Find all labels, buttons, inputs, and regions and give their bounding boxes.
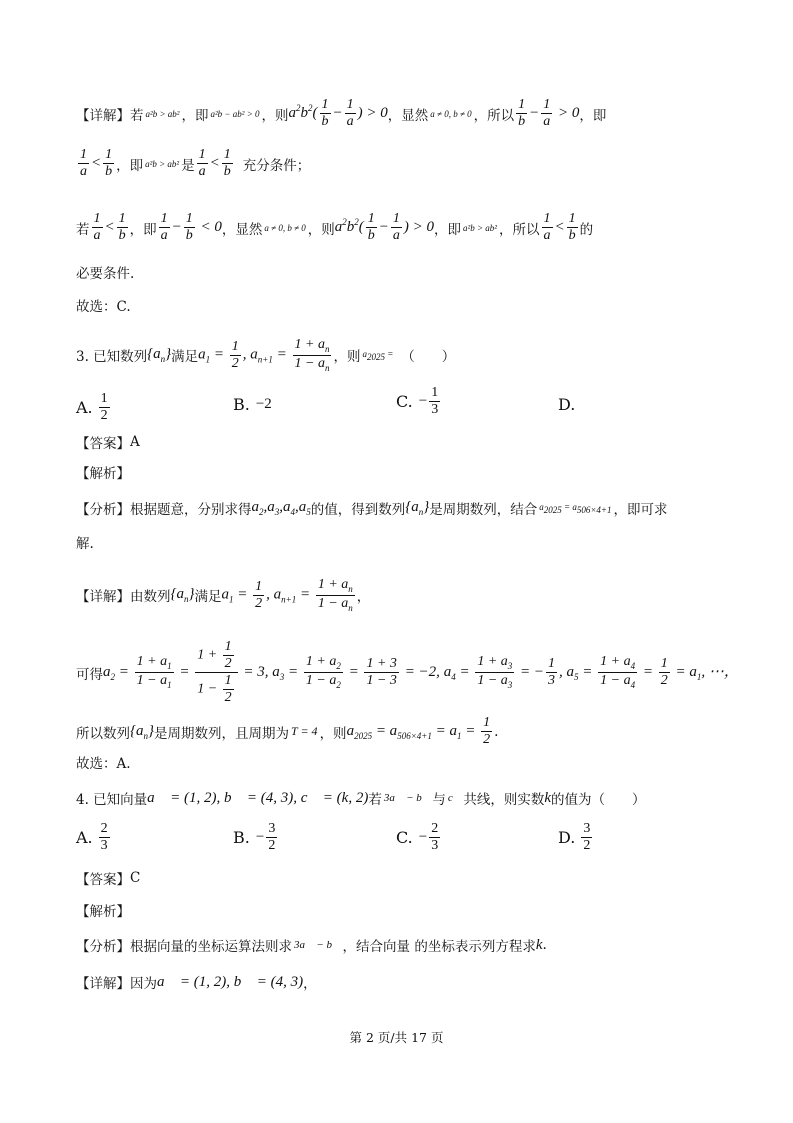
math-formula: $\frac{1}{a}$ < $\frac{1}{b}$ xyxy=(543,211,576,243)
text: 是周期数列，结合 xyxy=(429,502,538,518)
math-inline: $a_2,a_3,a_4,a_5$ xyxy=(251,499,311,517)
q3-option-d: D. xyxy=(558,395,576,414)
q3-analysis xyxy=(76,498,753,518)
math-inline: $a_{2025} = a_{506\times 4+1}$ xyxy=(539,501,612,515)
text: ，则 xyxy=(333,349,361,366)
text: ，即 xyxy=(181,107,209,124)
math-inline: a²b > ab² xyxy=(463,222,497,233)
detail-line-1 xyxy=(76,98,753,129)
text: , ⋯， xyxy=(701,663,739,680)
math-var: k xyxy=(544,789,551,806)
q3-calc xyxy=(76,640,753,705)
q4-option-a: A. $\frac{2}{3}$ xyxy=(76,821,108,853)
text: ，所以 xyxy=(473,107,515,124)
text: D. xyxy=(558,828,576,847)
text: ，则 xyxy=(261,107,289,124)
text: 是 xyxy=(181,157,195,174)
text: B. xyxy=(233,828,250,847)
answer-select-q2: 故选：C. xyxy=(76,299,131,315)
text: B. xyxy=(233,395,250,414)
math-inline: a ≠ 0, b ≠ 0 xyxy=(430,108,472,119)
q4-answer xyxy=(76,868,753,888)
text: 因为 xyxy=(130,976,157,992)
text: ，显然 xyxy=(387,107,429,124)
page-footer: 第 2 页/共 17 页 xyxy=(349,1030,444,1045)
text: . xyxy=(542,937,547,953)
math-inline: a²b > ab² xyxy=(145,108,180,119)
text: 充分条件； xyxy=(242,157,311,174)
text: A. xyxy=(76,828,93,847)
question-3 xyxy=(76,338,753,373)
text: 若 xyxy=(76,221,90,238)
text: = −2, xyxy=(404,663,440,680)
text: ，所以 xyxy=(499,221,540,238)
text: 根据向量的坐标运算法则求 xyxy=(130,939,292,955)
q3-answer xyxy=(76,432,753,452)
text: 满足 xyxy=(194,589,222,606)
text: 【答案】 xyxy=(76,436,130,452)
math-formula: $a_1$ = $\frac{1}{2}$ , $a_{n+1}$ = $\frac{1 + a_n}{1 - a_n}$ xyxy=(221,577,353,613)
math-inline: c⃗ xyxy=(447,792,462,804)
math-formula: $a^2b^2$( $\frac{1}{b}$ − $\frac{1}{a}$ ) > 0 xyxy=(288,97,388,129)
text: 4. 已知向量 xyxy=(76,792,148,808)
math-inline: 3a⃗ − b⃗ xyxy=(383,792,431,804)
text: ，显然 xyxy=(221,221,263,238)
text: ，即 xyxy=(579,107,607,124)
text: （ ） xyxy=(401,349,456,366)
text: 【答案】 xyxy=(76,872,130,888)
q3-analysis-header: 【解析】 xyxy=(76,466,130,482)
text: ，即 xyxy=(434,221,462,238)
text: 【详解】 xyxy=(76,589,130,606)
text: ，即可求 xyxy=(613,502,668,518)
q3-option-a: A. $\frac{1}{2}$ xyxy=(76,391,108,423)
math-seq: $\{a_n\}$ xyxy=(405,499,430,517)
question-4 xyxy=(76,788,753,808)
math-inline: 3a⃗ − b⃗ xyxy=(294,939,341,951)
math-formula: $a_1$ = $\frac{1}{2}$ , $a_{n+1}$ = $\frac{1 + a_n}{1 - a_n}$ xyxy=(198,337,330,373)
text: C. xyxy=(396,828,413,847)
text: 共线，则实数 xyxy=(463,792,545,808)
text: ，即 xyxy=(129,221,157,238)
math-inline: a ≠ 0, b ≠ 0 xyxy=(264,222,306,233)
math-inline: $a_{2025}$ = xyxy=(362,348,394,362)
text: = − xyxy=(520,663,545,680)
detail-line-3 xyxy=(76,212,753,243)
text: = a xyxy=(675,663,697,680)
text: 3. 已知数列 xyxy=(76,349,148,366)
q4-detail xyxy=(76,972,753,992)
text: A xyxy=(130,434,140,450)
text: 可得 xyxy=(76,666,103,683)
q4-option-c: C. − $\frac{2}{3}$ xyxy=(396,821,439,853)
text: 【详解】 xyxy=(76,976,130,992)
text: 是周期数列，且周期为 xyxy=(154,725,289,742)
text: C. xyxy=(396,392,413,411)
text: −2 xyxy=(255,396,272,412)
text: ， xyxy=(356,589,371,606)
text: 若 xyxy=(368,792,382,808)
text: 的值为（ ） xyxy=(551,792,646,808)
text: 【分析】 xyxy=(76,502,130,518)
text: C xyxy=(130,870,141,886)
text: ，结合向量 的坐标表示列方程求 xyxy=(342,939,536,955)
q4-option-b: B. − $\frac{3}{2}$ xyxy=(233,821,276,853)
q3-analysis-cont: 解. xyxy=(76,536,94,552)
q3-option-b xyxy=(233,395,272,414)
math-inline: T = 4 xyxy=(291,724,318,738)
text: . xyxy=(494,723,499,740)
math-formula: $\frac{1}{a}$ < $\frac{1}{b}$ xyxy=(80,147,113,179)
math-formula: a⃗ = (1, 2), b⃗ = (4, 3) xyxy=(157,973,304,990)
math-seq: $\{a_n\}$ xyxy=(170,586,195,605)
math-seq: $\{a_n\}$ xyxy=(130,722,154,741)
math-formula: $\frac{1}{a}$ < $\frac{1}{b}$ xyxy=(93,211,126,243)
math-formula: $\frac{1}{a}$ < $\frac{1}{b}$ xyxy=(198,147,231,179)
text: ， xyxy=(303,976,317,992)
text: 与 xyxy=(432,792,446,808)
q4-option-d: D. $\frac{3}{2}$ xyxy=(558,821,591,853)
math-formula: $\frac{1}{a}$ − $\frac{1}{b}$ < 0 xyxy=(160,211,222,243)
text: 的 xyxy=(579,221,594,238)
detail-line-2 xyxy=(76,148,753,179)
q4-analysis-header: 【解析】 xyxy=(76,904,130,920)
math-seq: $\{a_n\}$ xyxy=(147,346,172,365)
math-inline: a²b > ab² xyxy=(145,158,180,169)
math-formula: a⃗ = (1, 2), b⃗ = (4, 3), c⃗ = (k, 2) xyxy=(147,789,369,806)
q3-detail xyxy=(76,578,753,613)
text: 根据题意，分别求得 xyxy=(130,502,252,518)
text: 的值，得到数列 xyxy=(310,502,406,518)
q3-option-c: C. − $\frac{1}{3}$ xyxy=(396,385,439,417)
detail-tag: 【详解】 xyxy=(76,107,130,124)
text: = 3, xyxy=(243,663,269,680)
text: 若 xyxy=(130,107,144,124)
math-inline: a²b − ab² > 0 xyxy=(210,108,260,119)
text: A. xyxy=(76,398,93,417)
text: 由数列 xyxy=(130,589,171,606)
text: ，即 xyxy=(116,157,144,174)
text: 【分析】 xyxy=(76,939,130,955)
math-var: k xyxy=(535,936,543,953)
math-formula: $\frac{1}{b}$ − $\frac{1}{a}$ > 0 xyxy=(518,97,580,129)
math-formula: $a_2$ = $\frac{1 + a_1}{1 - a_1}$ = 1 + $\frac{1}{2}$ 1 − $\frac{1}{2}$ = 3, $a_3$ = $\frac{1 + a_2}{1 - a_2}$ = $\frac{1 + 3}{1 - 3}$ = −2, $a_4$ = $\frac{1 + a_3}{1 - a_3}$ = − $\frac{1}{3}$ , $a_5$ = $\frac{1 + a_4}{1 - a_4}$ = $\frac{1}{2}$ = $a_1$, ⋯， xyxy=(103,639,739,705)
q3-period xyxy=(76,716,753,747)
text: ，则 xyxy=(319,725,347,742)
text: 所以数列 xyxy=(76,725,130,742)
math-formula: $a^2b^2$( $\frac{1}{b}$ − $\frac{1}{a}$ ) > 0 xyxy=(334,211,435,243)
q4-analysis xyxy=(76,935,753,955)
math-formula: $a_{2025} = a_{506\times 4+1} = a_1$ = $\frac{1}{2}$ xyxy=(346,715,491,747)
text: 满足 xyxy=(171,349,199,366)
detail-line-4: 必要条件. xyxy=(76,266,135,282)
text: ，则 xyxy=(307,221,335,238)
q3-select: 故选：A. xyxy=(76,756,131,772)
